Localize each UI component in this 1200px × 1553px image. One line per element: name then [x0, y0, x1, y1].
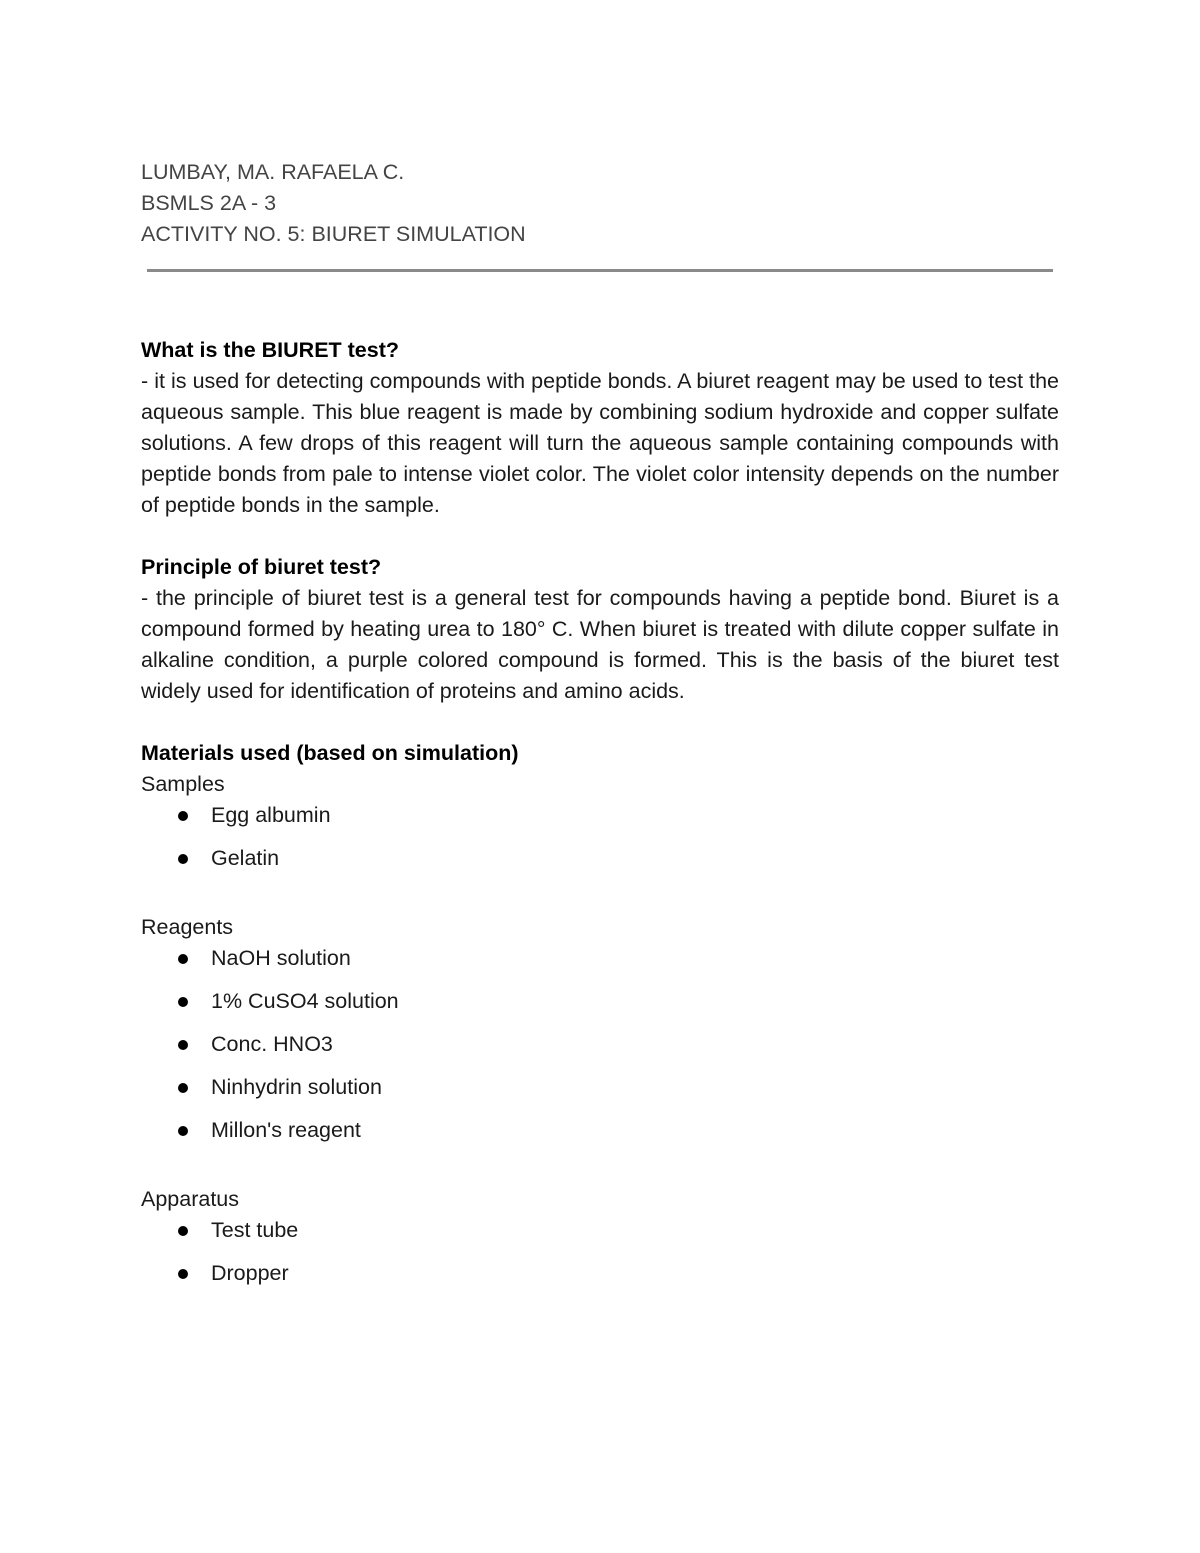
- list-item-text: Egg albumin: [211, 803, 331, 827]
- list-item: [141, 1115, 1059, 1146]
- list-item-text: NaOH solution: [211, 946, 351, 970]
- list-item-text: Ninhydrin solution: [211, 1075, 382, 1099]
- student-section: BSMLS 2A - 3: [141, 191, 277, 215]
- list-item: [141, 843, 1059, 874]
- list-item: [141, 986, 1059, 1017]
- bullet-icon: [178, 954, 188, 964]
- reagents-label: Reagents: [141, 915, 234, 939]
- apparatus-label: Apparatus: [141, 1187, 240, 1211]
- list-item-text: Conc. HNO3: [211, 1032, 333, 1056]
- apparatus-list: [141, 1215, 1059, 1289]
- list-item-text: 1% CuSO4 solution: [211, 989, 399, 1013]
- bullet-icon: [178, 1126, 188, 1136]
- what-is-heading: What is the BIURET test?: [141, 338, 400, 362]
- list-item: [141, 1258, 1059, 1289]
- header-divider: [147, 269, 1053, 272]
- list-item: [141, 1215, 1059, 1246]
- list-item-text: Gelatin: [211, 846, 280, 870]
- samples-label: Samples: [141, 772, 225, 796]
- activity-title: ACTIVITY NO. 5: BIURET SIMULATION: [141, 222, 526, 246]
- list-item: [141, 1029, 1059, 1060]
- what-is-body: - it is used for detecting compounds with peptide bonds. A biuret reagent may be used to test the aqueous sample. This blue reagent is made by combining sodium hydroxide and copper sulfate solutions. A few drops of this reagent will turn the aqueous sample containing compounds with peptide bonds from pale to intense violet color. The violet color intensity depends on the number of peptide bonds in the sample.: [141, 369, 1059, 517]
- document-content: [141, 157, 1059, 1289]
- principle-section: [141, 552, 1059, 707]
- samples-list: [141, 800, 1059, 874]
- list-item-text: Test tube: [211, 1218, 299, 1242]
- student-name: LUMBAY, MA. RAFAELA C.: [141, 160, 405, 184]
- list-item-text: Millon's reagent: [211, 1118, 361, 1142]
- what-is-section: [141, 335, 1059, 521]
- bullet-icon: [178, 997, 188, 1007]
- bullet-icon: [178, 1083, 188, 1093]
- bullet-icon: [178, 1040, 188, 1050]
- list-item-text: Dropper: [211, 1261, 289, 1285]
- bullet-icon: [178, 1226, 188, 1236]
- materials-heading: Materials used (based on simulation): [141, 741, 519, 765]
- principle-body: - the principle of biuret test is a general test for compounds having a peptide bond. Biuret is a compound formed by heating urea to 180° C. When biuret is treated with dilute copper sulfate in alkaline condition, a purple colored compound is formed. This is the basis of the biuret test widely used for identification of proteins and amino acids.: [141, 586, 1059, 703]
- list-item: [141, 943, 1059, 974]
- list-item: [141, 800, 1059, 831]
- reagents-list: [141, 943, 1059, 1146]
- list-item: [141, 1072, 1059, 1103]
- materials-section: [141, 738, 1059, 1289]
- bullet-icon: [178, 854, 188, 864]
- bullet-icon: [178, 1269, 188, 1279]
- principle-heading: Principle of biuret test?: [141, 555, 382, 579]
- bullet-icon: [178, 811, 188, 821]
